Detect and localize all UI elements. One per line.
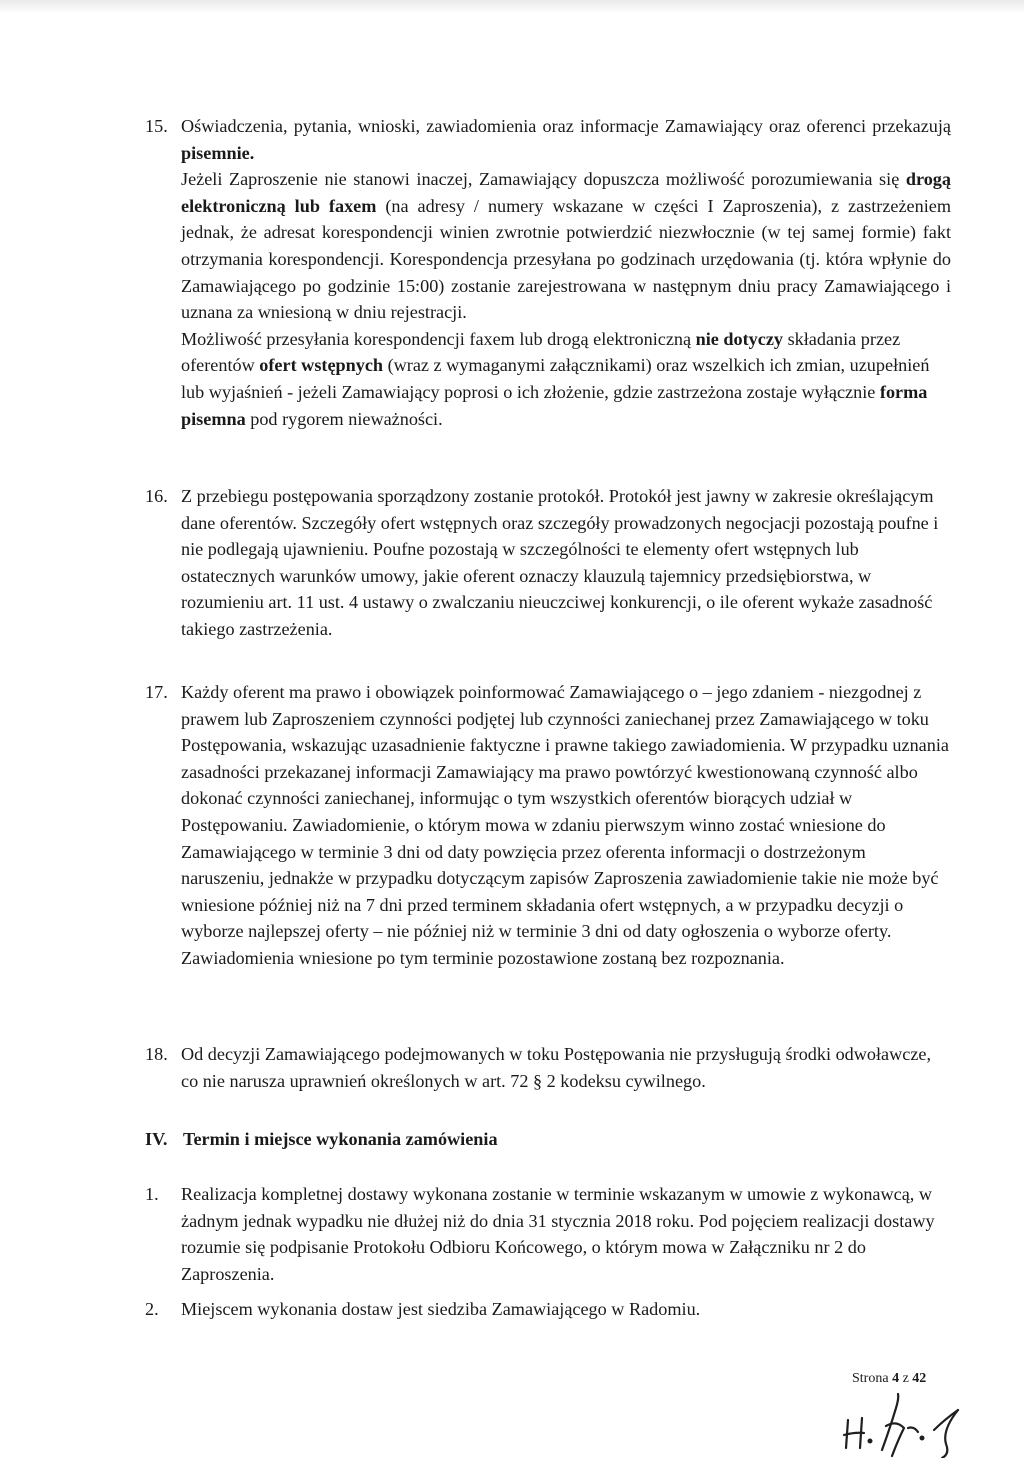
page-separator: z [899,1371,913,1386]
item-number: 18. [145,1044,168,1064]
item-body [181,679,951,972]
text-run: Każdy oferent ma prawo i obowiązek poinformować Zamawiającego o – jego zdaniem - niezgodnej z prawem lub Zaproszeniem czynności podjętej lub czynności zaniechanej przez Zamawiającego w toku Postępowania, wskazując uzasadnienie faktyczne i prawne takiego zawiadomienia. W przypadku uznania zasadności przekazanej informacji Zamawiający ma prawo powtórzyć kwestionowaną czynność albo dokonać czynności zaniechanej, informując o tym wszystkich oferentów biorących udział w Postępowaniu. Zawiadomienie, o którym mowa w zdaniu pierwszym winno zostać wniesione do Zamawiającego w terminie 3 dni od daty powzięcia przez oferenta informacji o dostrzeżonym naruszeniu, jednakże w przypadku dotyczącym zapisów Zaproszenia zawiadomienie takie nie może być wniesione później niż na 7 dni przed terminem składania ofert wstępnych, a w przypadku decyzji o wyborze najlepszej oferty – nie później niż w terminie 3 dni od daty ogłoszenia o wyborze oferty. Zawiadomienia wniesione po tym terminie pozostawione zostaną bez rozpoznania. [181,682,949,968]
list-item-18 [145,1041,951,1094]
item-body [181,1181,951,1287]
bold-text: drogą elektroniczną lub faxem [181,169,951,216]
bold-text: forma pisemna [181,381,928,429]
text-run: Od decyzji Zamawiającego podejmowanych w toku Postępowania nie przysługują środki odwoławcze, co nie narusza uprawnień określonych w art. 72 § 2 kodeksu cywilnego. [181,1044,932,1091]
paragraph [181,1041,951,1094]
page-prefix: Strona [852,1371,893,1386]
handwritten-signature [838,1386,968,1458]
item-number: 1. [145,1184,159,1204]
text-run: (na adresy / numery wskazane w części I Zaproszenia), z zastrzeżeniem jednak, że adresat korespondencji winien zwrotnie potwierdzić niezwłocznie (w tej samej formie) fakt otrzymania korespondencji. Korespondencja przesyłana po godzinach urzędowania (tj. która wpłynie do Zamawiającego po godzinie 15:00) zostanie zarejestrowana w następnym dniu pracy Zamawiającego i uznana za wniesioną w dniu rejestracji. [181,195,951,323]
page-current: 4 [892,1371,900,1386]
list-item-15 [145,113,951,432]
page-total: 42 [912,1371,927,1386]
section-list-item-2 [145,1296,951,1323]
paragraph [181,1296,951,1323]
bold-text: nie dotyczy [695,328,784,349]
section-heading [145,1126,498,1152]
list-item-16 [145,483,951,643]
bold-text: ofert wstępnych [259,355,384,376]
text-run: pod rygorem nieważności. [245,408,443,429]
item-number: 15. [145,116,168,136]
item-body [181,1041,951,1094]
paragraph [181,483,951,643]
item-number: 17. [145,682,168,702]
item-body [181,1296,951,1323]
section-list-item-1 [145,1181,951,1287]
paragraph [181,679,951,972]
text-run: Realizacja kompletnej dostawy wykonana zostanie w terminie wskazanym w umowie z wykonawcą, w żadnym jednak wypadku nie dłużej niż do dnia 31 stycznia 2018 roku. Pod pojęciem realizacji dostawy rozumie się podpisanie Protokołu Odbioru Końcowego, o którym mowa w Załączniku nr 2 do Zaproszenia. [181,1184,935,1284]
paragraph [181,166,951,326]
text-run: Możliwość przesyłania korespondencji faxem lub drogą elektroniczną [181,328,696,349]
paragraph [181,113,951,166]
item-body [181,483,951,643]
text-run: Jeżeli Zaproszenie nie stanowi inaczej, Zamawiający dopuszcza możliwość porozumiewania się [181,169,906,190]
section-number: IV. [145,1129,168,1149]
list-item-17 [145,679,951,972]
text-run: składania przez oferentów [181,328,901,376]
scan-edge-shadow [0,0,1024,14]
item-number: 2. [145,1299,159,1319]
text-run: Z przebiegu postępowania sporządzony zostanie protokół. Protokół jest jawny w zakresie określającym dane oferentów. Szczegóły ofert wstępnych oraz szczegóły prowadzonych negocjacji pozostają poufne i nie podlegają ujawnieniu. Poufne pozostają w szczególności te elementy ofert wstępnych lub ostatecznych warunków umowy, jakie oferent oznaczy klauzulą tajemnicy przedsiębiorstwa, w rozumieniu art. 11 ust. 4 ustawy o zwalczaniu nieuczciwej konkurencji, o ile oferent wykaże zasadność takiego zastrzeżenia. [181,486,939,639]
text-run: (wraz z wymaganymi załącznikami) oraz wszelkich ich zmian, uzupełnień lub wyjaśnień - jeżeli Zamawiający poprosi o ich złożenie, gdzie zastrzeżona zostaje wyłącznie [181,355,930,402]
paragraph [181,326,951,432]
item-number: 16. [145,486,168,506]
paragraph [181,1181,951,1287]
item-body [181,113,951,432]
text-run: Miejscem wykonania dostaw jest siedziba Zamawiającego w Radomiu. [181,1299,701,1319]
bold-text: pisemnie. [181,142,255,163]
section-title: Termin i miejsce wykonania zamówienia [183,1129,498,1149]
text-run: Oświadczenia, pytania, wnioski, zawiadomienia oraz informacje Zamawiający oraz oferenci przekazują [181,116,951,136]
